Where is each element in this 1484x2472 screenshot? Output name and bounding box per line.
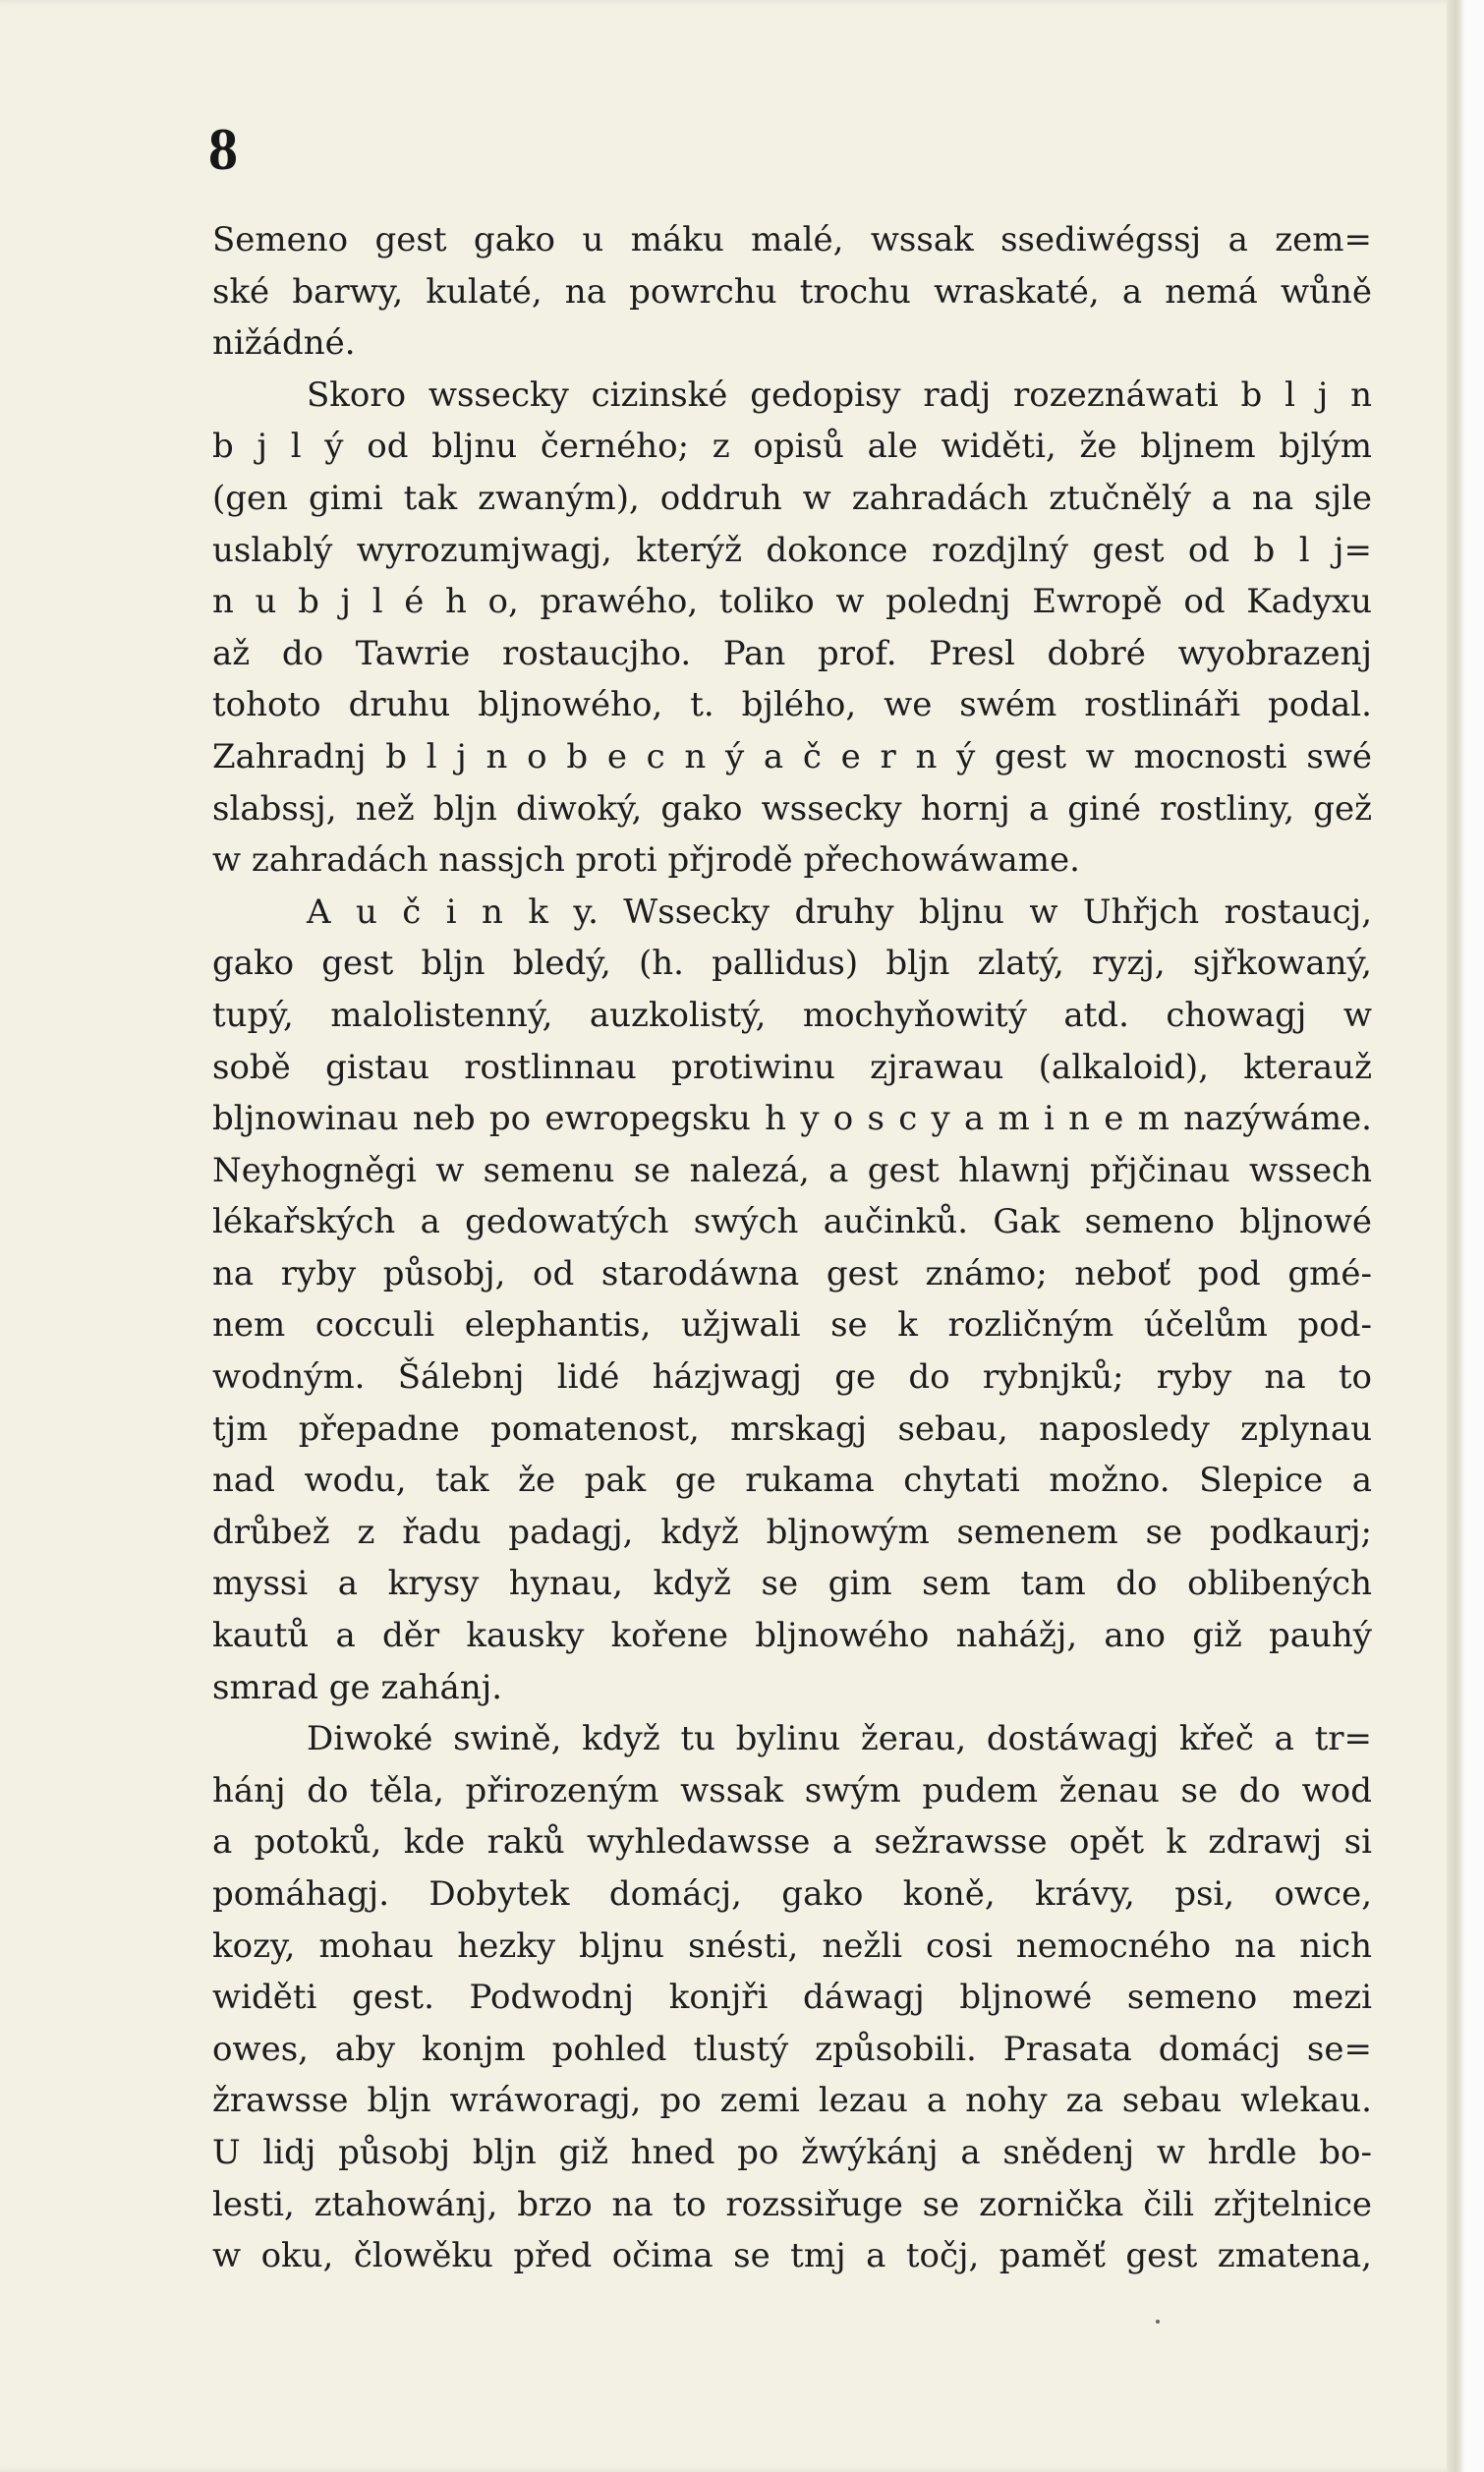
text-line: na ryby působj, od starodáwna gest známo; neboť pod gmé- — [212, 1253, 1372, 1293]
text-line: pomáhagj. Dobytek domácj, gako koně, krávy, psi, owce, — [212, 1874, 1372, 1914]
text-line: nižádné. — [212, 323, 356, 364]
text-line: uslablý wyrozumjwagj, kterýž dokonce rozdjlný gest od b l j= — [212, 530, 1372, 570]
text-line: tohoto druhu bljnowého, t. bjlého, we swém rostlináři podal. — [212, 685, 1372, 725]
text-line: lékařských a gedowatých swých aučinků. Gak semeno bljnowé — [212, 1202, 1372, 1242]
page-edge — [1447, 0, 1464, 2472]
text-line: gako gest bljn bledý, (h. pallidus) bljn zlatý, ryzj, sjřkowaný, — [212, 944, 1372, 984]
text-line: tupý, malolistenný, auzkolistý, mochyňowitý atd. chowagj w — [212, 995, 1372, 1035]
text-line: wodným. Šálebnj lidé házjwagj ge do rybnjků; ryby na to — [212, 1357, 1372, 1398]
text-line: Zahradnj b l j n o b e c n ý a č e r n ý gest w mocnosti swé — [212, 736, 1372, 776]
text-line: n u b j l é h o, prawého, toliko w polednj Ewropě od Kadyxu — [212, 582, 1372, 622]
text-line: widěti gest. Podwodnj konjři dáwagj bljnowé semeno mezi — [212, 1978, 1372, 2018]
text-line: nad wodu, tak že pak ge rukama chytati možno. Slepice a — [212, 1461, 1372, 1501]
text-line: b j l ý od bljnu černého; z opisů ale widěti, že bljnem bjlým — [212, 427, 1372, 467]
text-line: w zahradách nassjch proti přjrodě přechowáwame. — [212, 840, 1080, 881]
text-line: drůbež z řadu padagj, když bljnowým semenem se podkaurj; — [212, 1512, 1372, 1552]
text-line: kautů a děr kausky kořene bljnowého nahážj, ano giž pauhý — [212, 1616, 1372, 1656]
text-line: Neyhogněgi w semenu se nalezá, a gest hlawnj přjčinau wssech — [212, 1150, 1372, 1190]
text-line: až do Tawrie rostaucjho. Pan prof. Presl dobré wyobrazenj — [212, 633, 1372, 673]
text-line: Skoro wssecky cizinské gedopisy radj rozeznáwati b l j n — [307, 374, 1372, 415]
text-line: Semeno gest gako u máku malé, wssak ssediwégssj a zem= — [212, 220, 1372, 259]
text-line: U lidj působj bljn giž hned po žwýkánj a snědenj w hrdle bo- — [212, 2132, 1372, 2172]
body-text — [212, 214, 1372, 2282]
text-line: kozy, mohau hezky bljnu snésti, nežli cosi nemocného na nich — [212, 1926, 1372, 1966]
text-line: owes, aby konjm pohled tlustý způsobili. Prasata domácj se= — [212, 2029, 1372, 2069]
text-line: sobě gistau rostlinnau protiwinu zjrawau (alkaloid), kterauž — [212, 1047, 1372, 1087]
text-line: w oku, člowěku před očima se tmj a točj, paměť gest zmatena, — [212, 2236, 1372, 2276]
text-line: Diwoké swině, když tu bylinu žerau, dostáwagj křeč a tr= — [307, 1719, 1372, 1759]
text-line: hánj do těla, přirozeným wssak swým pudem ženau se do wod — [212, 1770, 1372, 1811]
text-line: tjm přepadne pomatenost, mrskagj sebau, naposledy zplynau — [212, 1408, 1372, 1449]
ink-speck — [1156, 2320, 1160, 2324]
text-line: nem cocculi elephantis, užjwali se k rozličným účelům pod- — [212, 1305, 1372, 1346]
text-line: smrad ge zahánj. — [212, 1667, 503, 1707]
text-line: (gen gimi tak zwaným), oddruh w zahradách ztučnělý a na sjle — [212, 478, 1372, 518]
text-line: lesti, ztahowánj, brzo na to rozssiřuge se zornička čili zřjtelnice — [212, 2184, 1372, 2224]
text-line: A u č i n k y. Wssecky druhy bljnu w Uhřjch rostaucj, — [307, 891, 1372, 932]
text-line: ské barwy, kulaté, na powrchu trochu wraskaté, a nemá wůně — [212, 271, 1372, 312]
page-number: 8 — [208, 117, 238, 182]
text-line: bljnowinau neb po ewropegsku h y o s c y a m i n e m nazýwáme. — [212, 1099, 1372, 1139]
text-line: myssi a krysy hynau, když se gim sem tam do oblibených — [212, 1564, 1372, 1604]
text-line: žrawsse bljn wráworagj, po zemi lezau a nohy za sebau wlekau. — [212, 2081, 1372, 2121]
text-line: a potoků, kde raků wyhledawsse a sežrawsse opět k zdrawj si — [212, 1822, 1372, 1863]
text-line: slabssj, než bljn diwoký, gako wssecky hornj a giné rostliny, gež — [212, 788, 1372, 829]
